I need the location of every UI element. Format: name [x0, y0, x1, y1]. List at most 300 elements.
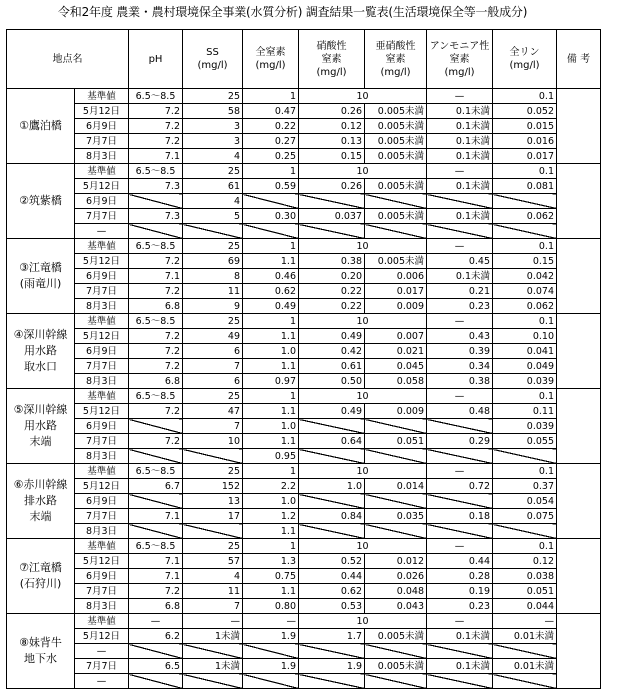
value-no2: 0.005未満	[365, 119, 427, 134]
sample-date: 7月7日	[75, 359, 129, 374]
value-ph	[129, 449, 183, 464]
standard-nitrogen: 10	[299, 614, 427, 629]
standard-nh4: —	[427, 89, 493, 104]
data-row	[7, 359, 601, 374]
sample-date: 7月7日	[75, 659, 129, 674]
value-tn: 1.9	[243, 659, 299, 674]
data-row	[7, 554, 601, 569]
value-tn: 1.1	[243, 404, 299, 419]
value-ph: 7.1	[129, 149, 183, 164]
value-tn: 1.1	[243, 359, 299, 374]
value-ss: 152	[183, 479, 243, 494]
value-no2: 0.005未満	[365, 659, 427, 674]
sample-date: 7月7日	[75, 134, 129, 149]
value-no2: 0.051	[365, 434, 427, 449]
header-no3: 硝酸性 窒素 (mg/l)	[299, 30, 365, 89]
value-no3: 0.15	[299, 149, 365, 164]
value-no3: 0.42	[299, 344, 365, 359]
value-ss: 4	[183, 149, 243, 164]
value-ss: 11	[183, 584, 243, 599]
value-tp: 0.10	[493, 329, 557, 344]
standard-nh4: —	[427, 314, 493, 329]
standard-tn: 1	[243, 389, 299, 404]
standard-label: 基準値	[75, 389, 129, 404]
standard-label: 基準値	[75, 539, 129, 554]
value-no2	[365, 494, 427, 509]
value-no3: 0.20	[299, 269, 365, 284]
standard-nitrogen: 10	[299, 539, 427, 554]
value-tn: 0.95	[243, 449, 299, 464]
data-row	[7, 119, 601, 134]
value-ph: 7.2	[129, 584, 183, 599]
standard-row	[7, 314, 601, 329]
value-ss: 58	[183, 104, 243, 119]
value-tn: 0.75	[243, 569, 299, 584]
sample-date: 5月12日	[75, 404, 129, 419]
value-ph	[129, 224, 183, 239]
value-tn: 0.30	[243, 209, 299, 224]
value-tp: 0.042	[493, 269, 557, 284]
standard-ss: 25	[183, 89, 243, 104]
value-tp: 0.054	[493, 494, 557, 509]
value-ph: 7.1	[129, 269, 183, 284]
value-nh4: 0.1未満	[427, 134, 493, 149]
sample-date: 5月12日	[75, 329, 129, 344]
standard-label: 基準値	[75, 314, 129, 329]
value-tn: 0.46	[243, 269, 299, 284]
site-name: ③江竜橋 (雨竜川)	[7, 239, 75, 314]
value-no3: 0.52	[299, 554, 365, 569]
data-row	[7, 599, 601, 614]
standard-ph: 6.5～8.5	[129, 164, 183, 179]
value-no2	[365, 419, 427, 434]
data-row	[7, 629, 601, 644]
value-ss: 57	[183, 554, 243, 569]
value-no2	[365, 449, 427, 464]
value-no3: 0.13	[299, 134, 365, 149]
data-row	[7, 194, 601, 209]
standard-ph: 6.5～8.5	[129, 539, 183, 554]
value-nh4: 0.38	[427, 374, 493, 389]
data-row	[7, 569, 601, 584]
value-ph: 7.1	[129, 569, 183, 584]
standard-tp: 0.1	[493, 314, 557, 329]
value-tn: 0.62	[243, 284, 299, 299]
value-ph: 7.2	[129, 434, 183, 449]
value-nh4	[427, 674, 493, 689]
value-tn: 1.1	[243, 254, 299, 269]
value-tp: 0.075	[493, 509, 557, 524]
value-nh4: 0.21	[427, 284, 493, 299]
sample-date: —	[75, 644, 129, 659]
value-ss: 3	[183, 134, 243, 149]
value-ss: 47	[183, 404, 243, 419]
data-row	[7, 344, 601, 359]
standard-ss: 25	[183, 539, 243, 554]
standard-nitrogen: 10	[299, 89, 427, 104]
value-tn	[243, 644, 299, 659]
sample-date: 5月12日	[75, 254, 129, 269]
value-nh4: 0.44	[427, 554, 493, 569]
value-tp: 0.081	[493, 179, 557, 194]
sample-date: 6月9日	[75, 194, 129, 209]
value-nh4	[427, 524, 493, 539]
header-no2: 亜硝酸性 窒素 (mg/l)	[365, 30, 427, 89]
value-tp: 0.038	[493, 569, 557, 584]
value-no3: 0.64	[299, 434, 365, 449]
value-no2: 0.026	[365, 569, 427, 584]
standard-tp: 0.1	[493, 239, 557, 254]
sample-date: 8月3日	[75, 599, 129, 614]
data-row	[7, 329, 601, 344]
value-tp: 0.074	[493, 284, 557, 299]
value-ph: 7.1	[129, 509, 183, 524]
value-ph	[129, 494, 183, 509]
site-name: ⑥赤川幹線 排水路 末端	[7, 464, 75, 539]
value-no2: 0.021	[365, 344, 427, 359]
value-ph	[129, 194, 183, 209]
value-no2: 0.005未満	[365, 179, 427, 194]
value-tn: 0.80	[243, 599, 299, 614]
value-ss: 7	[183, 419, 243, 434]
standard-tp: 0.1	[493, 464, 557, 479]
value-ph: 7.1	[129, 554, 183, 569]
header-tn: 全窒素 (mg/l)	[243, 30, 299, 89]
sample-date: 5月12日	[75, 104, 129, 119]
value-tp: 0.041	[493, 344, 557, 359]
value-ss: 13	[183, 494, 243, 509]
value-nh4: 0.1未満	[427, 179, 493, 194]
data-row	[7, 284, 601, 299]
value-no3	[299, 644, 365, 659]
sample-date: 8月3日	[75, 149, 129, 164]
value-tn: 1.1	[243, 524, 299, 539]
value-nh4	[427, 449, 493, 464]
standard-ss: 25	[183, 164, 243, 179]
standard-ph: 6.5～8.5	[129, 239, 183, 254]
value-ss	[183, 674, 243, 689]
value-tp: 0.052	[493, 104, 557, 119]
sample-date: 7月7日	[75, 434, 129, 449]
value-tp	[493, 644, 557, 659]
data-row	[7, 674, 601, 689]
value-no2	[365, 674, 427, 689]
sample-date: —	[75, 224, 129, 239]
value-tn: 1.9	[243, 629, 299, 644]
value-ph: 7.2	[129, 359, 183, 374]
value-tp: 0.37	[493, 479, 557, 494]
value-no2: 0.005未満	[365, 254, 427, 269]
value-ph: 7.3	[129, 209, 183, 224]
value-ph	[129, 419, 183, 434]
value-ph: 7.2	[129, 134, 183, 149]
site-name: ⑤深川幹線 用水路 末端	[7, 389, 75, 464]
value-ph: 6.8	[129, 599, 183, 614]
value-ph: 7.2	[129, 329, 183, 344]
value-no3	[299, 674, 365, 689]
value-ss: 69	[183, 254, 243, 269]
value-tp: 0.12	[493, 554, 557, 569]
value-tp: 0.11	[493, 404, 557, 419]
standard-row	[7, 464, 601, 479]
sample-date: 8月3日	[75, 524, 129, 539]
standard-row	[7, 239, 601, 254]
value-nh4: 0.18	[427, 509, 493, 524]
standard-tp: 0.1	[493, 89, 557, 104]
value-tn: 0.22	[243, 119, 299, 134]
data-row	[7, 374, 601, 389]
data-row	[7, 494, 601, 509]
standard-tp: 0.1	[493, 539, 557, 554]
standard-row	[7, 539, 601, 554]
note-cell	[557, 164, 601, 239]
value-ss: 3	[183, 119, 243, 134]
data-row	[7, 209, 601, 224]
value-no3: 0.53	[299, 599, 365, 614]
value-no3: 0.037	[299, 209, 365, 224]
value-no3: 1.0	[299, 479, 365, 494]
value-tn: 1.1	[243, 584, 299, 599]
value-tp: 0.062	[493, 209, 557, 224]
data-row	[7, 104, 601, 119]
sample-date: 6月9日	[75, 419, 129, 434]
standard-tn: 1	[243, 464, 299, 479]
value-nh4: 0.1未満	[427, 269, 493, 284]
value-tn: 1.1	[243, 329, 299, 344]
note-cell	[557, 239, 601, 314]
value-tn: 1.1	[243, 434, 299, 449]
value-nh4: 0.1未満	[427, 119, 493, 134]
site-name: ①鷹泊橋	[7, 89, 75, 164]
value-tp: 0.016	[493, 134, 557, 149]
value-ss: 7	[183, 359, 243, 374]
value-nh4: 0.23	[427, 299, 493, 314]
standard-nitrogen: 10	[299, 464, 427, 479]
value-no3	[299, 449, 365, 464]
standard-nh4: —	[427, 539, 493, 554]
standard-row	[7, 614, 601, 629]
value-nh4: 0.1未満	[427, 209, 493, 224]
value-nh4	[427, 419, 493, 434]
value-nh4: 0.28	[427, 569, 493, 584]
value-no3: 0.49	[299, 329, 365, 344]
value-tn: 0.49	[243, 299, 299, 314]
standard-nh4: —	[427, 164, 493, 179]
standard-tn: 1	[243, 539, 299, 554]
value-tn: 0.25	[243, 149, 299, 164]
value-tp: 0.049	[493, 359, 557, 374]
value-ph: 6.5	[129, 659, 183, 674]
results-table	[6, 29, 601, 689]
standard-row	[7, 164, 601, 179]
value-nh4: 0.19	[427, 584, 493, 599]
sample-date: 8月3日	[75, 449, 129, 464]
value-no2: 0.007	[365, 329, 427, 344]
value-tn: 1.0	[243, 494, 299, 509]
value-tp: 0.051	[493, 584, 557, 599]
value-nh4: 0.72	[427, 479, 493, 494]
data-row	[7, 644, 601, 659]
value-ph: 7.2	[129, 104, 183, 119]
standard-ss: —	[183, 614, 243, 629]
value-nh4: 0.43	[427, 329, 493, 344]
value-no3: 0.22	[299, 299, 365, 314]
value-ph: 7.2	[129, 119, 183, 134]
value-no2: 0.017	[365, 284, 427, 299]
sample-date: 6月9日	[75, 269, 129, 284]
value-ss: 49	[183, 329, 243, 344]
value-no3: 0.50	[299, 374, 365, 389]
value-nh4: 0.1未満	[427, 629, 493, 644]
data-row	[7, 479, 601, 494]
standard-nitrogen: 10	[299, 164, 427, 179]
value-no3: 0.62	[299, 584, 365, 599]
value-tn	[243, 224, 299, 239]
data-row	[7, 224, 601, 239]
standard-ss: 25	[183, 464, 243, 479]
value-ss: 17	[183, 509, 243, 524]
sample-date: 8月3日	[75, 374, 129, 389]
value-no3: 0.44	[299, 569, 365, 584]
value-tp: 0.01未満	[493, 629, 557, 644]
standard-label: 基準値	[75, 239, 129, 254]
standard-tn: 1	[243, 164, 299, 179]
sample-date: 7月7日	[75, 509, 129, 524]
header-ss: SS (mg/l)	[183, 30, 243, 89]
data-row	[7, 269, 601, 284]
value-no2: 0.035	[365, 509, 427, 524]
value-no2: 0.005未満	[365, 134, 427, 149]
value-no3	[299, 494, 365, 509]
value-ss: 7	[183, 599, 243, 614]
value-no3: 0.49	[299, 404, 365, 419]
sample-date: 7月7日	[75, 584, 129, 599]
standard-ph: 6.5～8.5	[129, 389, 183, 404]
value-tn: 0.59	[243, 179, 299, 194]
value-nh4: 0.1未満	[427, 659, 493, 674]
value-tn	[243, 674, 299, 689]
value-nh4: 0.1未満	[427, 104, 493, 119]
value-tp	[493, 524, 557, 539]
sample-date: 6月9日	[75, 344, 129, 359]
value-tp: 0.062	[493, 299, 557, 314]
value-ph: 7.2	[129, 254, 183, 269]
value-no3: 0.22	[299, 284, 365, 299]
standard-tn: —	[243, 614, 299, 629]
page-title: 令和2年度 農業・農村環境保全事業(水質分析) 調査結果一覧表(生活環境保全等一般成分)	[58, 5, 528, 19]
value-nh4	[427, 494, 493, 509]
standard-tp: —	[493, 614, 557, 629]
value-nh4	[427, 644, 493, 659]
standard-tn: 1	[243, 89, 299, 104]
value-tp: 0.039	[493, 374, 557, 389]
value-ph: 6.7	[129, 479, 183, 494]
value-ss	[183, 524, 243, 539]
data-row	[7, 299, 601, 314]
value-tn: 0.97	[243, 374, 299, 389]
standard-tp: 0.1	[493, 389, 557, 404]
value-tn: 0.27	[243, 134, 299, 149]
standard-ss: 25	[183, 389, 243, 404]
standard-ph: 6.5～8.5	[129, 89, 183, 104]
standard-label: 基準値	[75, 614, 129, 629]
site-name: ④深川幹線 用水路 取水口	[7, 314, 75, 389]
standard-tn: 1	[243, 239, 299, 254]
standard-row	[7, 389, 601, 404]
data-row	[7, 149, 601, 164]
value-ss: 6	[183, 374, 243, 389]
standard-label: 基準値	[75, 464, 129, 479]
value-no2	[365, 644, 427, 659]
standard-nh4: —	[427, 614, 493, 629]
standard-ph: 6.5～8.5	[129, 464, 183, 479]
value-ph: 6.2	[129, 629, 183, 644]
value-tn: 1.0	[243, 419, 299, 434]
sample-date: 5月12日	[75, 479, 129, 494]
standard-ph: —	[129, 614, 183, 629]
sample-date: 7月7日	[75, 209, 129, 224]
note-cell	[557, 314, 601, 389]
data-row	[7, 434, 601, 449]
value-ph: 7.2	[129, 404, 183, 419]
note-cell	[557, 464, 601, 539]
value-ss	[183, 644, 243, 659]
standard-label: 基準値	[75, 89, 129, 104]
site-name: ⑧妹背牛 地下水	[7, 614, 75, 689]
value-nh4: 0.23	[427, 599, 493, 614]
sample-date: 5月12日	[75, 629, 129, 644]
value-nh4: 0.29	[427, 434, 493, 449]
note-cell	[557, 614, 601, 689]
data-row	[7, 584, 601, 599]
header-note: 備 考	[557, 30, 601, 89]
value-tp	[493, 224, 557, 239]
value-no3	[299, 224, 365, 239]
value-ss: 11	[183, 284, 243, 299]
value-tn: 0.47	[243, 104, 299, 119]
standard-row	[7, 89, 601, 104]
value-nh4: 0.1未満	[427, 149, 493, 164]
value-tn: 2.2	[243, 479, 299, 494]
sample-date: 6月9日	[75, 494, 129, 509]
value-no2: 0.043	[365, 599, 427, 614]
standard-ph: 6.5～8.5	[129, 314, 183, 329]
value-no2: 0.009	[365, 404, 427, 419]
value-ss: 10	[183, 434, 243, 449]
value-tp	[493, 674, 557, 689]
value-no3	[299, 194, 365, 209]
value-nh4: 0.48	[427, 404, 493, 419]
note-cell	[557, 89, 601, 164]
value-ss: 1未満	[183, 629, 243, 644]
data-row	[7, 179, 601, 194]
standard-nitrogen: 10	[299, 389, 427, 404]
value-ss: 4	[183, 194, 243, 209]
value-no3: 0.84	[299, 509, 365, 524]
value-nh4: 0.34	[427, 359, 493, 374]
site-name: ②筑紫橋	[7, 164, 75, 239]
sample-date: 5月12日	[75, 554, 129, 569]
value-tp: 0.017	[493, 149, 557, 164]
data-row	[7, 404, 601, 419]
header-tp: 全リン (mg/l)	[493, 30, 557, 89]
value-no2: 0.005未満	[365, 104, 427, 119]
value-no2: 0.048	[365, 584, 427, 599]
value-ss: 6	[183, 344, 243, 359]
standard-ss: 25	[183, 239, 243, 254]
value-ph: 7.3	[129, 179, 183, 194]
value-tp	[493, 449, 557, 464]
